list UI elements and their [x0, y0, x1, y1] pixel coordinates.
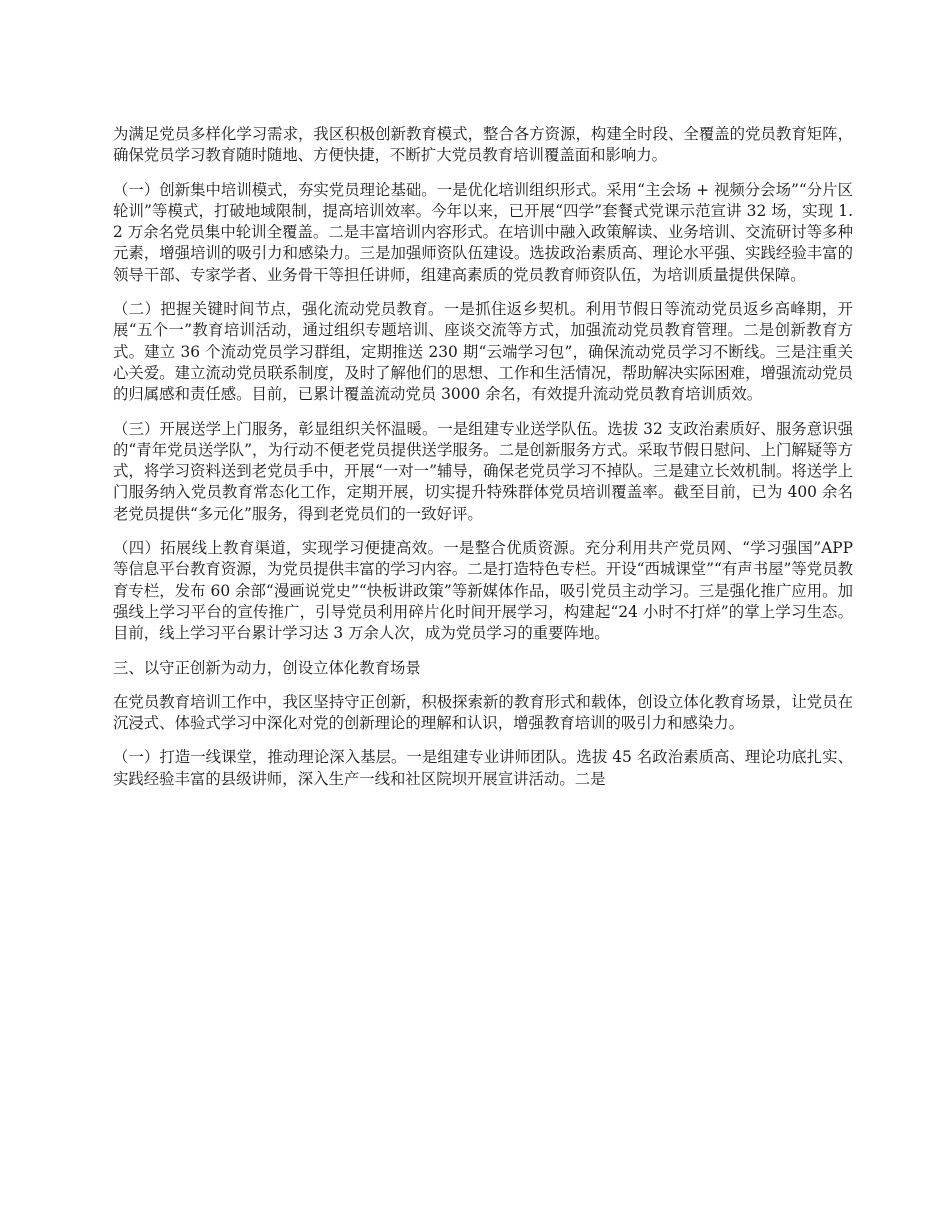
paragraph-section-1: （一）创新集中培训模式，夯实党员理论基础。一是优化培训组织形式。采用“主会场 + 视频分会场”“分片区轮训”等模式，打破地域限制，提高培训效率。今年以来，已开展“四学”套餐式党课示范宣讲 32 场，实现 1.2 万余名党员集中轮训全覆盖。二是丰富培训内容形式。在培训中融入政策解读、业务培训、交流研讨等多种元素，增强培训的吸引力和感染力。三是加强师资队伍建设。选拔政治素质高、理论水平强、实践经验丰富的领导干部、专家学者、业务骨干等担任讲师，组建高素质的党员教育师资队伍，为培训质量提供保障。 [113, 180, 853, 284]
paragraph-intro: 为满足党员多样化学习需求，我区积极创新教育模式，整合各方资源，构建全时段、全覆盖的党员教育矩阵，确保党员学习教育随时随地、方便快捷，不断扩大党员教育培训覆盖面和影响力。 [113, 125, 853, 165]
paragraph-section-three-1: （一）打造一线课堂，推动理论深入基层。一是组建专业讲师团队。选拔 45 名政治素质高、理论功底扎实、实践经验丰富的县级讲师，深入生产一线和社区院坝开展宣讲活动。二是 [113, 748, 853, 788]
paragraph-section-2: （二）把握关键时间节点，强化流动党员教育。一是抓住返乡契机。利用节假日等流动党员返乡高峰期，开展“五个一”教育培训活动，通过组织专题培训、座谈交流等方式，加强流动党员教育管理。二是创新教育方式。建立 36 个流动党员学习群组，定期推送 230 期“云端学习包”，确保流动党员学习不断线。三是注重关心关爱。建立流动党员联系制度，及时了解他们的思想、工作和生活情况，帮助解决实际困难，增强流动党员的归属感和责任感。目前，已累计覆盖流动党员 3000 余名，有效提升流动党员教育培训质效。 [113, 300, 853, 404]
section-heading-three: 三、以守正创新为动力，创设立体化教育场景 [113, 658, 421, 677]
paragraph-section-3: （三）开展送学上门服务，彰显组织关怀温暖。一是组建专业送学队伍。选拔 32 支政治素质好、服务意识强的“青年党员送学队”，为行动不便老党员提供送学服务。二是创新服务方式。采取节假日慰问、上门解疑等方式，将学习资料送到老党员手中，开展“一对一”辅导，确保老党员学习不掉队。三是建立长效机制。将送学上门服务纳入党员教育常态化工作，定期开展，切实提升特殊群体党员培训覆盖率。截至目前，已为 400 余名老党员提供“多元化”服务，得到老党员们的一致好评。 [113, 419, 853, 523]
document-body [113, 124, 853, 803]
paragraph-section-4: （四）拓展线上教育渠道，实现学习便捷高效。一是整合优质资源。充分利用共产党员网、“学习强国”APP 等信息平台教育资源，为党员提供丰富的学习内容。二是打造特色专栏。开设“西城课堂”“有声书屋”等党员教育专栏，发布 60 余部“漫画说党史”“快板讲政策”等新媒体作品，吸引党员主动学习。三是强化推广应用。加强线上学习平台的宣传推广，引导党员利用碎片化时间开展学习，构建起“24 小时不打烊”的掌上学习生态。目前，线上学习平台累计学习达 3 万余人次，成为党员学习的重要阵地。 [113, 539, 853, 643]
paragraph-section-three-intro: 在党员教育培训工作中，我区坚持守正创新，积极探索新的教育形式和载体，创设立体化教育场景，让党员在沉浸式、体验式学习中深化对党的创新理论的理解和认识，增强教育培训的吸引力和感染力。 [113, 692, 853, 733]
